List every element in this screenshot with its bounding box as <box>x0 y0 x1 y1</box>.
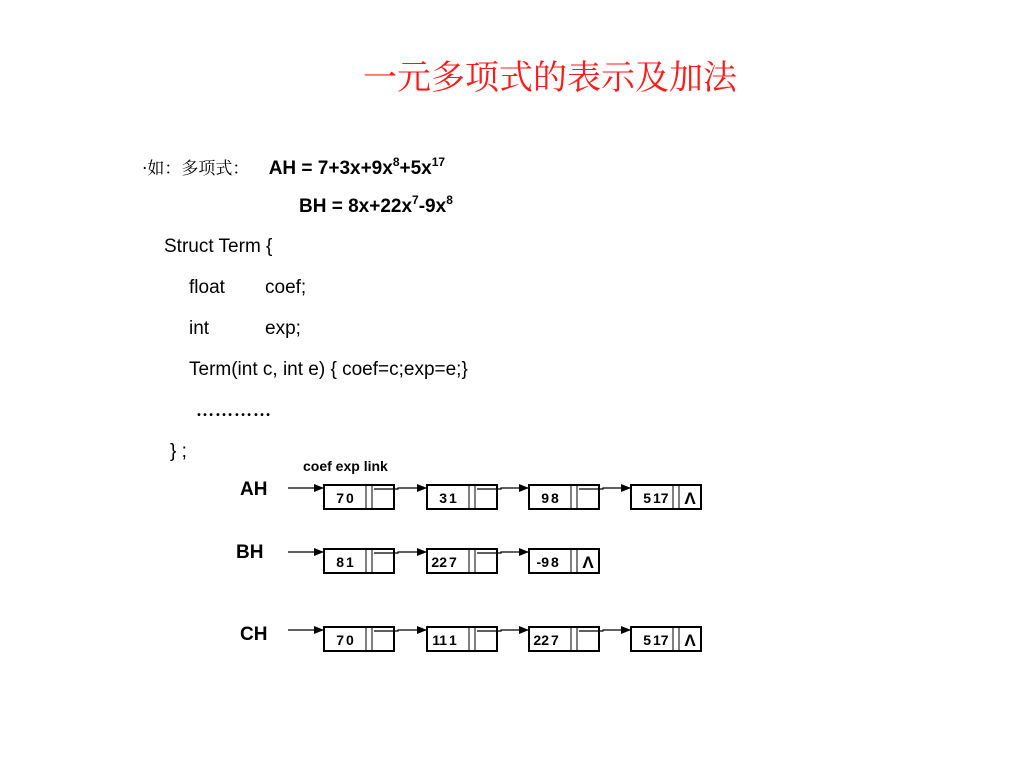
ch-node-1-exp: 1 <box>449 632 457 648</box>
ah-node-1-exp: 1 <box>449 490 457 506</box>
code-line-2-type: float <box>189 277 225 298</box>
ah-node-1-coef: 3 <box>439 490 447 506</box>
code-line-4: Term(int c, int e) { coef=c;exp=e;} <box>189 359 468 380</box>
ah-node-0-coef: 7 <box>336 490 344 506</box>
code-line-3-type: int <box>189 318 210 339</box>
bh-node-0-exp: 1 <box>346 554 354 570</box>
bh-node-2-null-symbol: Λ <box>582 553 594 572</box>
ch-node-3-coef: 5 <box>643 632 651 648</box>
list-label-bh: BH <box>236 542 264 563</box>
example-bullet: ·如：多项式： <box>142 159 250 179</box>
poly-ah-mid: +5x <box>399 158 432 179</box>
node-field-labels: coef exp link <box>303 458 388 474</box>
bh-node-2-coef: -9 <box>536 554 549 570</box>
ch-node-2-exp: 7 <box>551 632 559 648</box>
bh-node-2-exp: 8 <box>551 554 559 570</box>
bh-node-1-exp: 7 <box>449 554 457 570</box>
poly-ah-text: AH = 7+3x+9x <box>268 158 393 179</box>
slide-title: 一元多项式的表示及加法 <box>363 58 737 98</box>
ch-node-0-coef: 7 <box>336 632 344 648</box>
poly-bh-mid: -9x <box>418 196 447 217</box>
poly-ah-sup1: 8 <box>392 155 400 169</box>
code-line-2-name: coef; <box>265 277 307 298</box>
ah-node-3-null-symbol: Λ <box>684 489 696 508</box>
poly-bh-sup2: 8 <box>446 193 453 207</box>
code-line-6: } ; <box>170 441 187 462</box>
poly-ah-sup2: 17 <box>431 155 446 169</box>
ah-node-3-coef: 5 <box>643 490 651 506</box>
poly-bh-text: BH = 8x+22x <box>299 196 413 217</box>
code-line-1: Struct Term { <box>164 236 273 257</box>
code-line-3-name: exp; <box>265 318 301 339</box>
ah-node-0-exp: 0 <box>346 490 354 506</box>
poly-bh-sup1: 7 <box>412 193 419 207</box>
ch-node-0-exp: 0 <box>346 632 354 648</box>
code-line-5: ………… <box>196 400 272 420</box>
bh-node-1-coef: 22 <box>431 554 447 570</box>
ch-node-3-exp: 17 <box>653 632 669 648</box>
ch-node-1-coef: 11 <box>432 632 447 648</box>
ah-node-3-exp: 17 <box>653 490 669 506</box>
ch-node-3-null-symbol: Λ <box>684 631 696 650</box>
ah-node-2-exp: 8 <box>551 490 559 506</box>
list-label-ah: AH <box>240 479 268 500</box>
ch-node-2-coef: 22 <box>533 632 549 648</box>
bh-node-0-coef: 8 <box>336 554 344 570</box>
list-label-ch: CH <box>240 624 268 645</box>
ah-node-2-coef: 9 <box>541 490 549 506</box>
